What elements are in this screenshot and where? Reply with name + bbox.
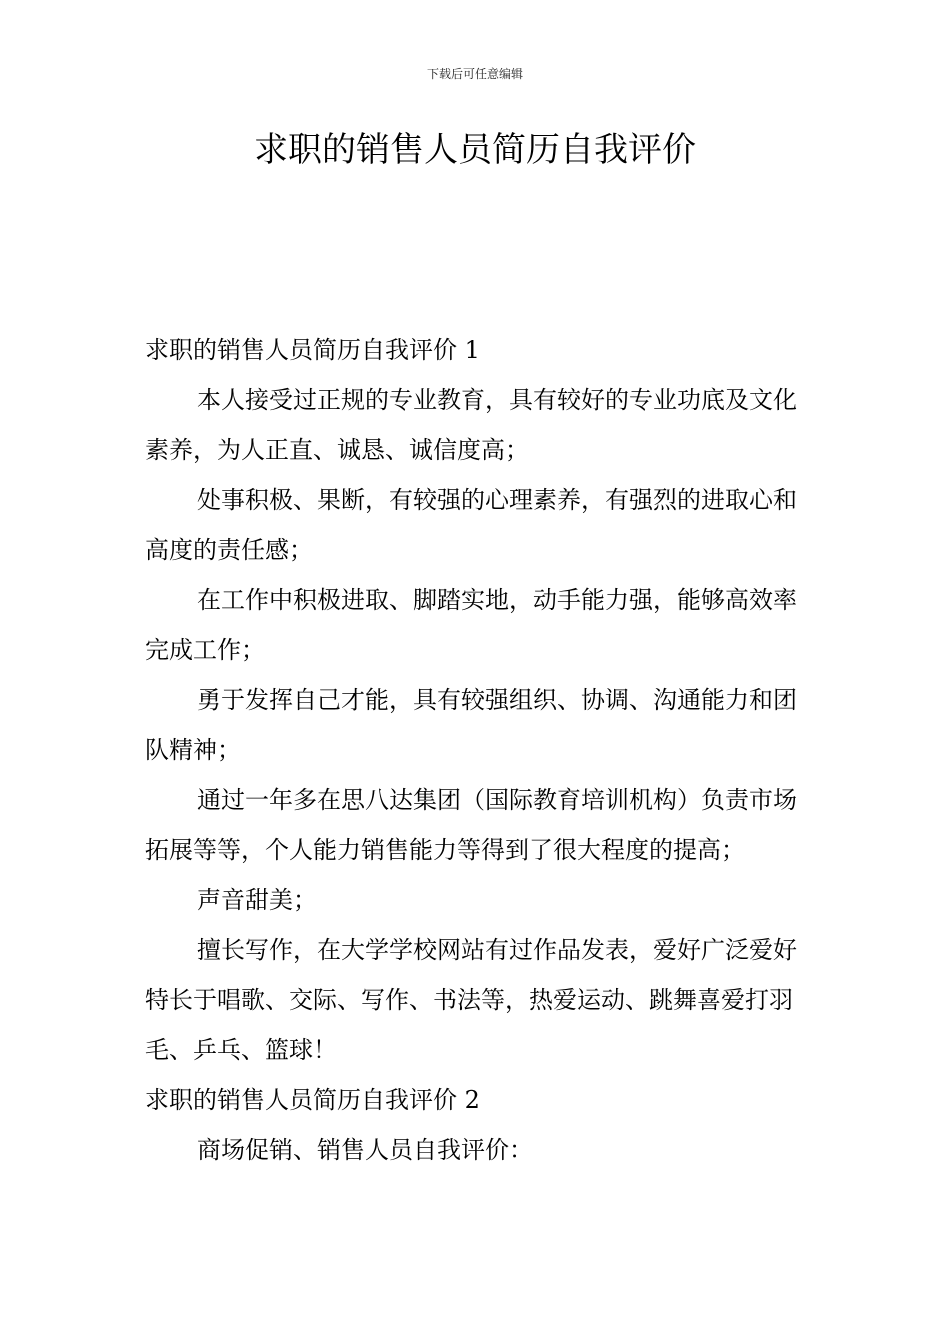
paragraph: 在工作中积极进取、脚踏实地，动手能力强，能够高效率完成工作；	[145, 586, 797, 664]
paragraph: 处事积极、果断，有较强的心理素养，有强烈的进取心和高度的责任感；	[145, 486, 797, 564]
document-body	[145, 325, 810, 1175]
paragraph: 本人接受过正规的专业教育，具有较好的专业功底及文化素养，为人正直、诚恳、诚信度高；	[145, 386, 797, 464]
paragraph: 商场促销、销售人员自我评价：	[197, 1136, 533, 1164]
paragraph: 声音甜美；	[197, 886, 317, 914]
paragraph: 勇于发挥自己才能，具有较强组织、协调、沟通能力和团队精神；	[145, 686, 797, 764]
section-heading-1: 求职的销售人员简历自我评价 1	[145, 336, 480, 364]
paragraph: 通过一年多在思八达集团（国际教育培训机构）负责市场拓展等等，个人能力销售能力等得到了很大程度的提高；	[145, 786, 797, 864]
document-title: 求职的销售人员简历自我评价	[254, 130, 696, 170]
section-heading-2: 求职的销售人员简历自我评价 2	[145, 1086, 480, 1114]
paragraph: 擅长写作，在大学学校网站有过作品发表，爱好广泛爱好特长于唱歌、交际、写作、书法等，热爱运动、跳舞喜爱打羽毛、乒乓、篮球！	[145, 936, 797, 1064]
header-note: 下载后可任意编辑	[426, 67, 523, 81]
